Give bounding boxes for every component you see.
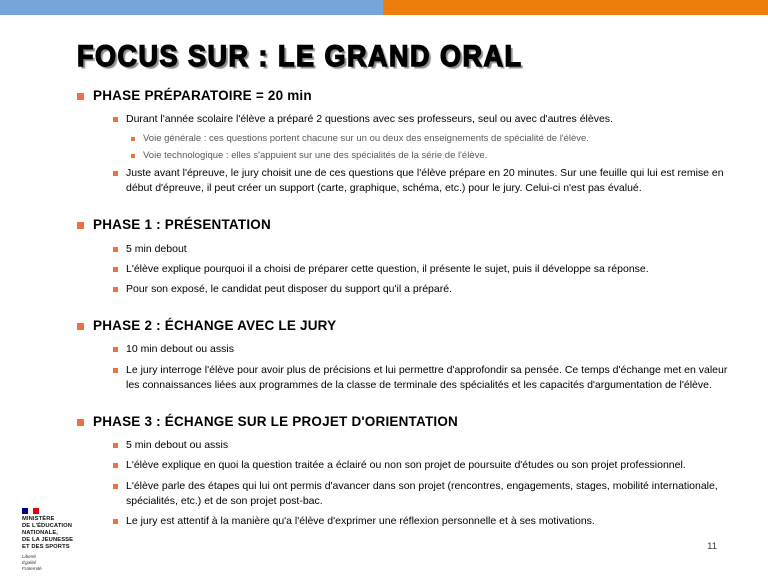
- section-heading-row: [77, 318, 739, 334]
- section-heading: PHASE 2 : ÉCHANGE AVEC LE JURY: [93, 318, 337, 334]
- section-heading-row: [77, 414, 739, 430]
- square-bullet-icon: [113, 287, 118, 292]
- list-item: [113, 458, 739, 473]
- list-item-text: 5 min debout ou assis: [126, 439, 229, 452]
- list-item-text: Juste avant l'épreuve, le jury choisit une de ces questions que l'élève prépare en 20 minutes. Sur une feuille qui lui est remise en début d'épreuve, il peut créer un support (carte, graphique, schéma, etc.) pour le jury. Celui-ci n'est pas évalué.: [126, 166, 724, 195]
- ministry-name: MINISTÈRE DE L'ÉDUCATION NATIONALE, DE LA JEUNESSE ET DES SPORTS: [22, 516, 74, 551]
- square-bullet-icon: [113, 247, 118, 252]
- list-item: [113, 342, 739, 357]
- square-bullet-icon: [77, 222, 84, 229]
- list-item-text: Voie générale : ces questions portent chacune sur un ou deux des enseignements de spécialité de l'élève.: [143, 133, 589, 145]
- square-bullet-icon: [131, 137, 135, 141]
- list-item: [113, 363, 739, 393]
- section-heading: PHASE 1 : PRÉSENTATION: [93, 217, 271, 233]
- section-phase-preparatoire: [75, 88, 739, 196]
- list-item-text: L'élève parle des étapes qui lui ont permis d'avancer dans son projet (rencontres, engagements, stages, mobilité internationale, spécialités, etc.) et de son projet post-bac.: [126, 479, 718, 507]
- list-item: [131, 132, 739, 146]
- page-number: 11: [707, 541, 717, 552]
- section-phase-1: [75, 217, 739, 297]
- list-item: [113, 479, 739, 509]
- list-item: [113, 282, 739, 297]
- square-bullet-icon: [113, 443, 118, 448]
- square-bullet-icon: [113, 463, 118, 468]
- square-bullet-icon: [77, 419, 84, 426]
- section-heading: PHASE PRÉPARATOIRE = 20 min: [93, 88, 312, 103]
- french-flag-icon: [22, 508, 39, 514]
- list-item: [113, 262, 739, 277]
- square-bullet-icon: [77, 93, 84, 100]
- list-item: [113, 438, 739, 453]
- ministry-logo: [22, 508, 82, 572]
- list-item-text: L'élève explique pourquoi il a choisi de préparer cette question, il présente le sujet, puis il développe sa réponse.: [126, 262, 649, 275]
- square-bullet-icon: [113, 484, 118, 489]
- square-bullet-icon: [113, 368, 118, 373]
- square-bullet-icon: [113, 347, 118, 352]
- section-heading-row: [77, 88, 739, 104]
- square-bullet-icon: [113, 519, 118, 524]
- square-bullet-icon: [113, 267, 118, 272]
- list-item-text: Durant l'année scolaire l'élève a préparé 2 questions avec ses professeurs, seul ou avec d'autres élèves.: [126, 113, 613, 126]
- square-bullet-icon: [113, 171, 118, 176]
- top-bar-blue-segment: [0, 0, 383, 15]
- square-bullet-icon: [113, 117, 118, 122]
- ministry-motto: Liberté Égalité Fraternité: [22, 554, 42, 572]
- list-item-text: Pour son exposé, le candidat peut disposer du support qu'il a préparé.: [126, 283, 452, 295]
- top-bar-orange-segment: [383, 0, 768, 15]
- section-heading-row: [77, 217, 739, 233]
- slide-title: FOCUS SUR : LE GRAND ORAL: [77, 40, 523, 73]
- top-accent-bar: [0, 0, 768, 15]
- list-item: [131, 149, 739, 163]
- slide-body: [75, 88, 739, 550]
- section-phase-3: [75, 414, 739, 529]
- section-heading: PHASE 3 : ÉCHANGE SUR LE PROJET D'ORIENTATION: [93, 414, 458, 430]
- list-item-text: 10 min debout ou assis: [126, 343, 234, 356]
- list-item-text: Voie technologique : elles s'appuient sur une des spécialités de la série de l'élève.: [143, 150, 488, 162]
- list-item-text: Le jury est attentif à la manière qu'a l'élève d'exprimer une réflexion personnelle et à ses motivations.: [126, 515, 595, 528]
- section-phase-2: [75, 318, 739, 393]
- list-item: [113, 112, 739, 127]
- square-bullet-icon: [131, 154, 135, 158]
- list-item: [113, 166, 739, 196]
- list-item: [113, 242, 739, 257]
- list-item-text: 5 min debout: [126, 242, 187, 255]
- list-item-text: L'élève explique en quoi la question traitée a éclairé ou non son projet de poursuite d'études ou son projet professionnel.: [126, 459, 686, 472]
- square-bullet-icon: [77, 323, 84, 330]
- list-item: [113, 514, 739, 529]
- list-item-text: Le jury interroge l'élève pour avoir plus de précisions et lui permettre d'approfondir sa pensée. Ce temps d'échange met en valeur les connaissances liées aux programmes de la classe de terminale des spécialités et les capacités d'argumentation de l'élève.: [126, 363, 728, 391]
